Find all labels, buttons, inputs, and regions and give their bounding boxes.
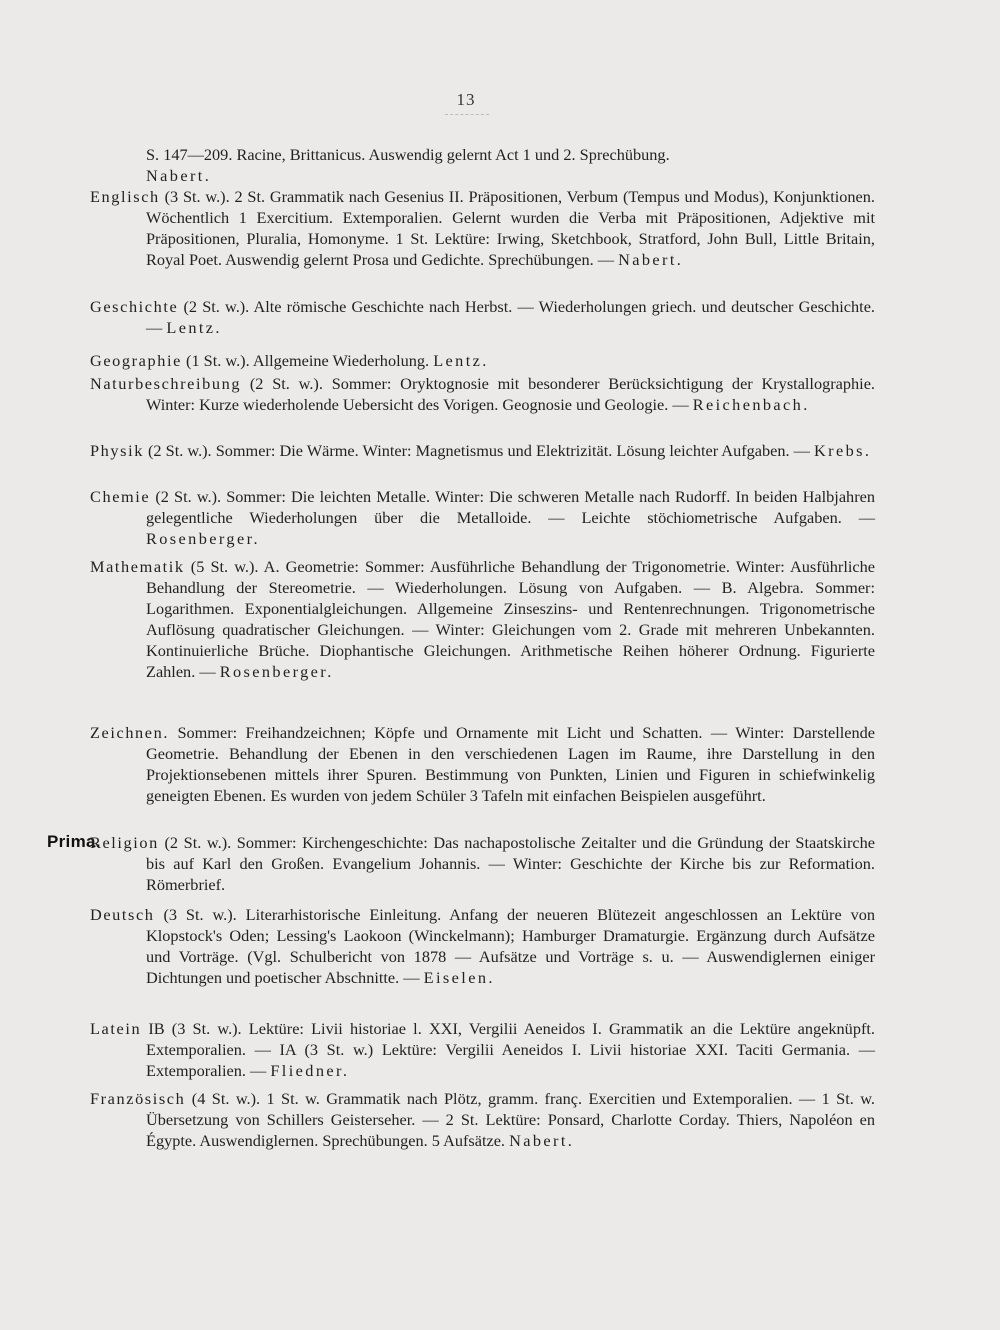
subject-heading: Geographie bbox=[90, 351, 182, 370]
entry-text: Sommer: Freihandzeichnen; Köpfe und Ornamente mit Licht und Schatten. — Winter: Darstellende Geometrie. Behandlung der Ebenen in den verschiedenen Lagen im Raume, ihre Darstellung in den Projektionsebenen mittels ihrer Spuren. Bestimmung von Punkten, Linien und Figuren in schiefwinkelig geneigten Ebenen. Es wurden von jedem Schüler 3 Tafeln mit einfachen Beispielen ausgeführt. bbox=[146, 723, 875, 805]
teacher-name: Lentz. bbox=[166, 318, 222, 337]
entry-sekunda-end bbox=[146, 144, 875, 186]
entry-text: (2 St. w.). Sommer: Kirchengeschichte: Das nachapostolische Zeitalter und die Gründung der Staatskirche bis auf Karl den Großen. Evangelium Johannis. — Winter: Geschichte der Kirche bis zur Reformation. Römerbrief. bbox=[146, 833, 875, 894]
entry-line: S. 147—209. Racine, Brittanicus. Auswendig gelernt Act 1 und 2. Sprechübung. bbox=[146, 145, 670, 164]
subject-heading: Physik bbox=[90, 441, 144, 460]
entry-text: (2 St. w.). Sommer: Oryktognosie mit besonderer Berücksichtigung der Krystallographie. Winter: Kurze wiederholende Uebersicht des Vorigen. Geognosie und Geologie. — bbox=[146, 374, 875, 414]
entry-zeichnen bbox=[90, 722, 875, 806]
entry-mathematik bbox=[90, 556, 875, 682]
subject-heading: Mathematik bbox=[90, 557, 185, 576]
teacher-name: Rosenberger. bbox=[146, 529, 260, 548]
subject-heading: Deutsch bbox=[90, 905, 155, 924]
subject-heading: Chemie bbox=[90, 487, 151, 506]
entry-text: (4 St. w.). 1 St. w. Grammatik nach Plötz, gramm. franç. Exercitien und Extemporalien. — 1 St. w. Übersetzung von Schillers Geisterseher. — 2 St. Lektüre: Ponsard, Charlotte Corday. Thiers, Napoléon en Égypte. Auswendiglernen. Sprechübungen. 5 Aufsätze. bbox=[146, 1089, 875, 1150]
subject-heading: Geschichte bbox=[90, 297, 179, 316]
entry-text: (3 St. w.). Literarhistorische Einleitung. Anfang der neueren Blütezeit angeschlossen an Lektüre von Klopstock's Oden; Lessing's Laokoon (Winckelmann); Hamburger Dramaturgie. Ergänzung durch Aufsätze und Vorträge. (Vgl. Schulbericht von 1878 — Aufsätze und Vorträge s. u. — Auswendiglernen einiger Dichtungen und poetischer Abschnitte. — bbox=[146, 905, 875, 987]
teacher-name: Rosenberger. bbox=[219, 662, 334, 681]
teacher-name: Reichenbach. bbox=[692, 395, 810, 414]
entry-religion bbox=[90, 832, 875, 895]
teacher-name: Nabert. bbox=[618, 250, 684, 269]
teacher-name: Lentz. bbox=[433, 351, 489, 370]
entry-geschichte bbox=[90, 296, 875, 338]
entry-naturbeschreibung bbox=[90, 373, 875, 415]
entry-text: IB (3 St. w.). Lektüre: Livii historiae l. XXI, Vergilii Aeneidos I. Grammatik an die Lektüre angeknüpft. Extemporalien. — IA (3 St. w.) Lektüre: Vergilii Aeneidos I. Livii historiae XXI. Taciti Germania. — Extemporalien. — bbox=[146, 1019, 875, 1080]
entry-physik bbox=[90, 440, 875, 461]
teacher-name: Nabert. bbox=[509, 1131, 575, 1150]
entry-geographie bbox=[90, 350, 875, 371]
section-label-prima: Prima. bbox=[47, 832, 101, 851]
entry-text: (5 St. w.). A. Geometrie: Sommer: Ausführliche Behandlung der Trigonometrie. Winter: Ausführliche Behandlung der Stereometrie. — Wiederholungen. Lösung von Aufgaben. — B. Algebra. Sommer: Logarithmen. Exponentialgleichungen. Allgemeine Zinseszins- und Rentenrechnungen. Trigonometrische Auflösung quadratischer Gleichungen. — Winter: Gleichungen vom 2. Grade mit mehreren Unbekannten. Kontinuierliche Brüche. Diophantische Gleichungen. Arithmetische Reihen höherer Ordnung. Figurierte Zahlen. — bbox=[146, 557, 875, 681]
entry-text: (2 St. w.). Sommer: Die Wärme. Winter: Magnetismus und Elektrizität. Lösung leichter Aufgaben. — bbox=[148, 441, 810, 460]
subject-heading: Naturbeschreibung bbox=[90, 374, 242, 393]
entry-text: (2 St. w.). Sommer: Die leichten Metalle. Winter: Die schweren Metalle nach Rudorff. In beiden Halbjahren gelegentliche Wiederholungen über die Metalloide. — Leichte stöchiometrische Aufgaben. — bbox=[146, 487, 875, 527]
entry-latein bbox=[90, 1018, 875, 1081]
entry-deutsch bbox=[90, 904, 875, 988]
teacher-name: Eiselen. bbox=[423, 968, 495, 987]
teacher-name: Nabert. bbox=[146, 166, 212, 185]
entry-text: (3 St. w.). 2 St. Grammatik nach Gesenius II. Präpositionen, Verbum (Tempus und Modus), Konjunktionen. Wöchentlich 1 Exercitium. Extemporalien. Gelernt wurden die Verba mit Präpositionen, Adjektive mit Präpositionen, Pluralia, Homonyme. 1 St. Lektüre: Irwing, Sketchbook, Stratford, John Bull, Little Britain, Royal Poet. Auswendig gelernt Prosa und Gedichte. Sprechübungen. — bbox=[146, 187, 875, 269]
subject-heading: Englisch bbox=[90, 187, 160, 206]
page-number: 13 bbox=[456, 90, 476, 109]
subject-heading: Latein bbox=[90, 1019, 142, 1038]
entry-franzoesisch bbox=[90, 1088, 875, 1151]
subject-heading: Zeichnen. bbox=[90, 723, 170, 742]
entry-text: (2 St. w.). Alte römische Geschichte nach Herbst. — Wiederholungen griech. und deutscher Geschichte. — bbox=[146, 297, 875, 337]
entry-text: (1 St. w.). Allgemeine Wiederholung. bbox=[186, 351, 430, 370]
entry-englisch bbox=[90, 186, 875, 270]
teacher-name: Fliedner. bbox=[270, 1061, 350, 1080]
subject-heading: Französisch bbox=[90, 1089, 186, 1108]
teacher-name: Krebs. bbox=[814, 441, 872, 460]
entry-chemie bbox=[90, 486, 875, 549]
page-number-rule bbox=[445, 114, 489, 115]
subject-heading: Religion bbox=[90, 833, 159, 852]
